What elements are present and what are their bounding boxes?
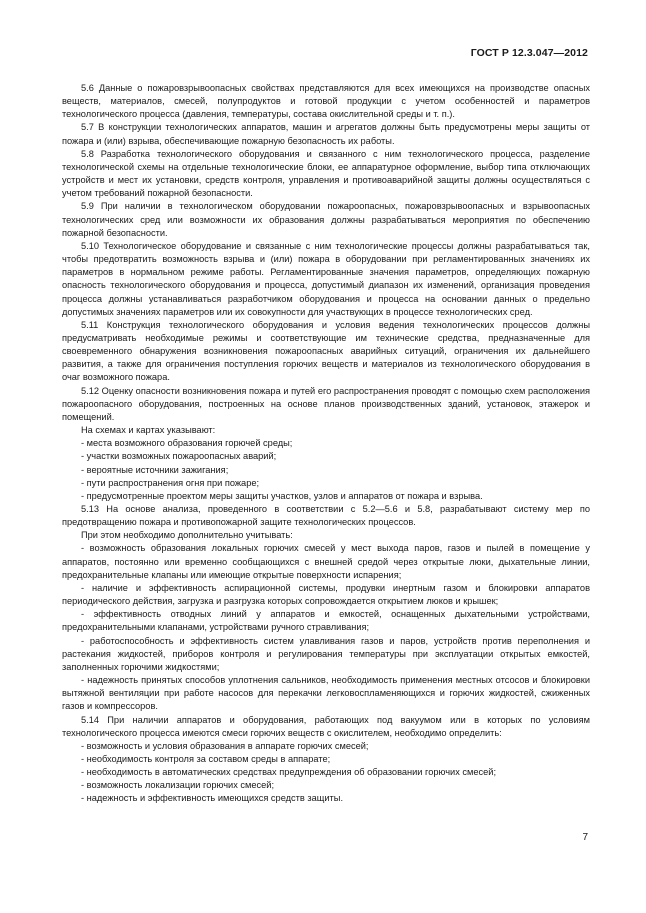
paragraph-intro: При этом необходимо дополнительно учитывать: <box>81 530 293 541</box>
paragraph-5-11: 5.11 Конструкция технологического оборудования и условия ведения технологических процессов должны предусматривать необходимые режимы и соответствующие им технические средства, предназначенные для своевременного обнаружения возникновения пожароопасных аварийных ситуаций, ограничения их дальнейшего развития, а также для ограничения поступления горючих веществ и материалов из технологического оборудования в очаг возможного пожара. <box>62 319 590 383</box>
paragraph-5-14: 5.14 При наличии аппаратов и оборудования, работающих под вакуумом или в которых по условиям технологического процесса имеются смеси горючих веществ с окислителем, необходимо определить: <box>62 714 590 738</box>
paragraph-5-10: 5.10 Технологическое оборудование и связанные с ним технологические процессы должны разрабатываться так, чтобы предотвратить возможность взрыва и (или) пожара в оборудовании при регламентированных значениях их параметров в нормальном режиме работы. Регламентированные значения параметров, определяющих пожарную опасность технологического оборудования и процесса, допустимый диапазон их изменений, организация проведения процесса должны устанавливаться разработчиком оборудования и процесса на основании данных о предельно допустимых значениях параметров или их совокупности для участвующих в процессе технологических сред. <box>62 240 590 317</box>
list-item: - вероятные источники зажигания; <box>81 464 229 475</box>
list-item: - эффективность отводных линий у аппаратов и емкостей, оснащенных дыхательными устройствами, предохранительными клапанами, устройствами ручного стравливания; <box>62 609 590 633</box>
paragraph-5-7: 5.7 В конструкции технологических аппаратов, машин и агрегатов должны быть предусмотрены меры защиты от пожара и (или) взрыва, обеспечивающие пожарную безопасность их работы. <box>62 122 590 146</box>
list-item: - необходимость в автоматических средствах предупреждения об образовании горючих смесей; <box>81 767 497 778</box>
list-item: - места возможного образования горючей среды; <box>81 438 293 449</box>
list-item: - возможность и условия образования в аппарате горючих смесей; <box>81 740 369 751</box>
list-item: - предусмотренные проектом меры защиты участков, узлов и аппаратов от пожара и взрыва. <box>81 490 483 501</box>
list-item: - участки возможных пожароопасных аварий; <box>81 451 277 462</box>
paragraph-5-13: 5.13 На основе анализа, проведенного в соответствии с 5.2—5.6 и 5.8, разрабатывают систему мер по предотвращению пожара и противопожарной защите технологических процессов. <box>62 504 590 528</box>
list-item: - работоспособность и эффективность систем улавливания газов и паров, устройств против переполнения и растекания жидкостей, приборов контроля и регулирования температуры при эксплуатации открытых емкостей, заполненных горючими жидкостями; <box>62 635 590 672</box>
list-item: - надежность и эффективность имеющихся средств защиты. <box>81 793 344 804</box>
paragraph-intro: На схемах и картах указывают: <box>81 425 216 436</box>
list-item: - необходимость контроля за составом среды в аппарате; <box>81 753 331 764</box>
paragraph-5-6: 5.6 Данные о пожаровзрывоопасных свойствах представляются для всех имеющихся на производстве опасных веществ, материалов, смесей, полупродуктов и готовой продукции с учетом особенностей и параметров технологического процесса (давления, температуры, состава окислительной среды и т. п.). <box>62 83 590 120</box>
list-item: - пути распространения огня при пожаре; <box>81 477 260 488</box>
document-body <box>62 82 590 806</box>
paragraph-5-9: 5.9 При наличии в технологическом оборудовании пожароопасных, пожаровзрывоопасных и взрывоопасных технологических сред или возможности их образования должны разрабатываться мероприятия по обеспечению пожарной безопасности. <box>62 201 590 238</box>
paragraph-5-12: 5.12 Оценку опасности возникновения пожара и путей его распространения проводят с помощью схем расположения пожароопасного оборудования, построенных на основе планов производственных зданий, установок, этажерок и помещений. <box>62 385 590 422</box>
list-item: - наличие и эффективность аспирационной системы, продувки инертным газом и блокировки аппаратов периодического действия, загрузка и разгрузка которых сопровождается открытием люков и крышек; <box>62 582 590 607</box>
document-header: ГОСТ Р 12.3.047—2012 <box>470 47 588 59</box>
paragraph-5-8: 5.8 Разработка технологического оборудования и связанного с ним технологического процесса, разделение технологической схемы на отдельные технологические блоки, ее аппаратурное оформление, выбор типа отключающих устройств и мест их установки, средств контроля, управления и противоаварийной защиты должны осуществляться с учетом требований пожарной безопасности. <box>62 148 590 199</box>
list-item: - возможность образования локальных горючих смесей у мест выхода паров, газов и пылей в помещение у аппаратов, постоянно или временно сообщающихся с внешней средой через открытые люки, дыхательные линии, предохранительные клапаны или имеющие открытые поверхности испарения; <box>62 543 590 580</box>
page-number: 7 <box>582 832 588 843</box>
list-item: - возможность локализации горючих смесей; <box>81 780 275 791</box>
list-item: - надежность принятых способов уплотнения сальников, необходимость применения местных отсосов и блокировки вытяжной вентиляции при работе насосов для перекачки легковоспламеняющихся и горючих жидкостей, сжиженных газов и компрессоров. <box>62 675 590 712</box>
